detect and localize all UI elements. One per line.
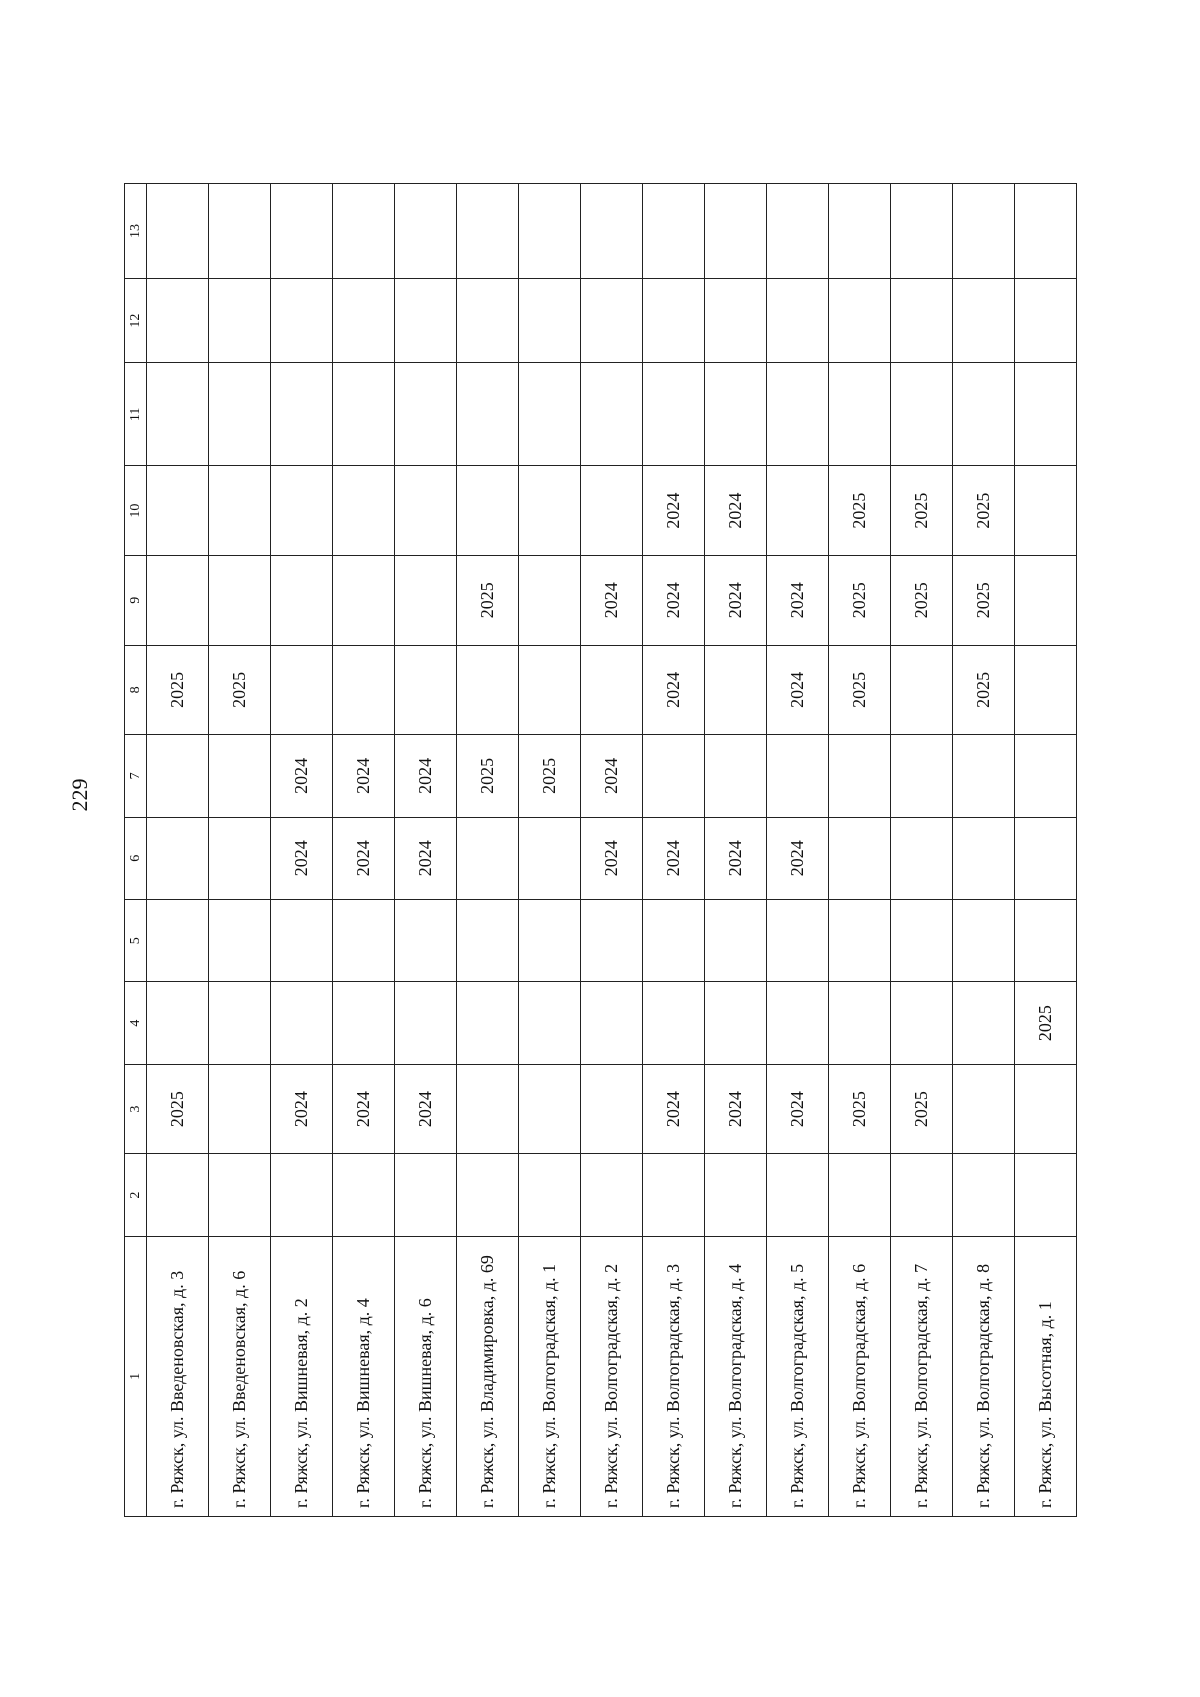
column-number-9: 9	[125, 555, 147, 645]
column-number-10: 10	[125, 466, 147, 556]
year-cell	[953, 278, 1015, 362]
year-cell	[457, 466, 519, 556]
year-cell	[705, 982, 767, 1064]
year-cell	[953, 735, 1015, 817]
year-cell	[519, 555, 581, 645]
year-cell: 2024	[581, 817, 643, 899]
year-cell	[271, 278, 333, 362]
year-cell: 2024	[581, 555, 643, 645]
year-cell	[643, 899, 705, 981]
year-cell	[1015, 466, 1077, 556]
year-cell	[519, 982, 581, 1064]
year-cell: 2024	[643, 817, 705, 899]
year-cell: 2024	[705, 466, 767, 556]
year-cell	[643, 735, 705, 817]
column-number-5: 5	[125, 899, 147, 981]
year-cell: 2024	[767, 645, 829, 735]
year-cell	[519, 899, 581, 981]
year-cell	[333, 278, 395, 362]
year-cell	[1015, 1154, 1077, 1236]
year-cell: 2024	[705, 817, 767, 899]
year-cell	[767, 735, 829, 817]
address-text: г. Ряжск, ул. Высотная, д. 1	[1035, 1301, 1055, 1508]
year-cell	[147, 735, 209, 817]
year-cell	[581, 645, 643, 735]
address-cell	[581, 1236, 643, 1516]
year-cell	[519, 363, 581, 466]
year-cell	[705, 1154, 767, 1236]
year-cell: 2025	[147, 1064, 209, 1154]
year-cell: 2024	[271, 735, 333, 817]
year-cell: 2024	[767, 1064, 829, 1154]
column-number-12: 12	[125, 278, 147, 362]
year-cell	[1015, 278, 1077, 362]
year-cell	[333, 555, 395, 645]
year-cell	[457, 645, 519, 735]
address-cell	[953, 1236, 1015, 1516]
year-cell	[1015, 555, 1077, 645]
address-text: г. Ряжск, ул. Волгоградская, д. 7	[911, 1263, 931, 1508]
column-number-11: 11	[125, 363, 147, 466]
address-text: г. Ряжск, ул. Волгоградская, д. 6	[849, 1263, 869, 1508]
page-number: 229	[67, 778, 92, 812]
year-cell	[271, 184, 333, 279]
year-cell	[395, 899, 457, 981]
year-cell	[519, 817, 581, 899]
year-cell: 2025	[457, 555, 519, 645]
year-cell	[209, 735, 271, 817]
year-cell	[209, 555, 271, 645]
year-cell	[271, 363, 333, 466]
year-cell	[333, 982, 395, 1064]
table-body	[125, 184, 1077, 1517]
year-cell: 2024	[705, 1064, 767, 1154]
address-cell	[271, 1236, 333, 1516]
year-cell	[829, 184, 891, 279]
year-cell	[209, 466, 271, 556]
year-cell	[333, 363, 395, 466]
year-cell	[209, 1154, 271, 1236]
address-cell	[643, 1236, 705, 1516]
year-cell	[891, 184, 953, 279]
table-row	[519, 184, 581, 1517]
year-cell	[333, 645, 395, 735]
year-cell	[209, 817, 271, 899]
year-cell: 2025	[829, 466, 891, 556]
year-cell	[519, 1154, 581, 1236]
year-cell: 2024	[271, 1064, 333, 1154]
table-row	[209, 184, 271, 1517]
year-cell	[891, 278, 953, 362]
column-number-1: 1	[125, 1236, 147, 1516]
year-cell	[147, 555, 209, 645]
address-text: г. Ряжск, ул. Волгоградская, д. 3	[663, 1263, 683, 1508]
year-cell	[643, 982, 705, 1064]
address-text: г. Ряжск, ул. Вишневая, д. 4	[353, 1298, 373, 1508]
table-row	[457, 184, 519, 1517]
column-number-3: 3	[125, 1064, 147, 1154]
year-cell	[767, 1154, 829, 1236]
table-row	[891, 184, 953, 1517]
year-cell	[767, 899, 829, 981]
year-cell	[147, 899, 209, 981]
year-cell	[705, 363, 767, 466]
year-cell	[457, 817, 519, 899]
year-cell	[519, 184, 581, 279]
year-cell	[457, 1154, 519, 1236]
year-cell	[209, 899, 271, 981]
year-cell: 2024	[333, 817, 395, 899]
year-cell	[643, 363, 705, 466]
address-text: г. Ряжск, ул. Волгоградская, д. 8	[973, 1263, 993, 1508]
table-row	[581, 184, 643, 1517]
year-cell	[457, 899, 519, 981]
table-row	[953, 184, 1015, 1517]
year-cell: 2024	[395, 1064, 457, 1154]
address-text: г. Ряжск, ул. Волгоградская, д. 2	[601, 1263, 621, 1508]
year-cell	[767, 982, 829, 1064]
year-cell	[395, 466, 457, 556]
year-cell	[891, 1154, 953, 1236]
address-cell	[705, 1236, 767, 1516]
year-cell	[147, 982, 209, 1064]
year-cell: 2025	[953, 555, 1015, 645]
year-cell	[643, 184, 705, 279]
year-cell	[271, 982, 333, 1064]
year-cell	[581, 1154, 643, 1236]
year-cell	[767, 363, 829, 466]
address-cell	[829, 1236, 891, 1516]
year-cell: 2024	[643, 1064, 705, 1154]
year-cell	[395, 278, 457, 362]
address-text: г. Ряжск, ул. Волгоградская, д. 5	[787, 1263, 807, 1508]
year-cell	[581, 184, 643, 279]
year-cell	[519, 466, 581, 556]
year-cell	[643, 278, 705, 362]
year-cell	[457, 184, 519, 279]
address-cell	[395, 1236, 457, 1516]
year-cell	[581, 466, 643, 556]
year-cell: 2024	[643, 466, 705, 556]
year-cell	[581, 982, 643, 1064]
address-text: г. Ряжск, ул. Владимировка, д. 69	[477, 1255, 497, 1508]
address-cell	[457, 1236, 519, 1516]
year-cell	[209, 982, 271, 1064]
column-number-13: 13	[125, 184, 147, 279]
year-cell	[271, 645, 333, 735]
year-cell	[829, 982, 891, 1064]
year-cell: 2025	[891, 466, 953, 556]
year-cell	[271, 555, 333, 645]
year-cell	[767, 184, 829, 279]
year-cell: 2025	[147, 645, 209, 735]
year-cell: 2024	[395, 735, 457, 817]
year-cell	[767, 466, 829, 556]
year-cell: 2025	[519, 735, 581, 817]
year-cell	[519, 1064, 581, 1154]
year-cell	[829, 735, 891, 817]
table-row	[1015, 184, 1077, 1517]
year-cell	[209, 184, 271, 279]
year-cell: 2024	[643, 645, 705, 735]
year-cell	[147, 1154, 209, 1236]
year-cell	[147, 184, 209, 279]
column-number-8: 8	[125, 645, 147, 735]
year-cell: 2025	[1015, 982, 1077, 1064]
year-cell	[891, 982, 953, 1064]
table-row	[147, 184, 209, 1517]
table-row	[333, 184, 395, 1517]
year-cell: 2024	[643, 555, 705, 645]
year-cell	[1015, 817, 1077, 899]
rotated-table-wrapper	[124, 183, 1062, 1517]
year-cell	[1015, 899, 1077, 981]
address-text: г. Ряжск, ул. Волгоградская, д. 4	[725, 1263, 745, 1508]
year-cell	[395, 1154, 457, 1236]
year-cell	[953, 184, 1015, 279]
year-cell	[953, 363, 1015, 466]
year-cell	[271, 1154, 333, 1236]
year-cell	[147, 363, 209, 466]
year-cell: 2024	[271, 817, 333, 899]
year-cell: 2025	[457, 735, 519, 817]
year-cell	[829, 899, 891, 981]
year-cell	[395, 645, 457, 735]
year-cell	[705, 278, 767, 362]
year-cell	[1015, 735, 1077, 817]
year-cell	[953, 982, 1015, 1064]
year-cell: 2024	[705, 555, 767, 645]
column-number-7: 7	[125, 735, 147, 817]
header-row	[125, 184, 147, 1517]
address-cell	[519, 1236, 581, 1516]
address-text: г. Ряжск, ул. Вишневая, д. 6	[415, 1298, 435, 1508]
year-cell	[953, 1064, 1015, 1154]
year-cell: 2024	[333, 1064, 395, 1154]
year-cell	[829, 817, 891, 899]
table-row	[767, 184, 829, 1517]
year-cell	[457, 982, 519, 1064]
column-number-2: 2	[125, 1154, 147, 1236]
year-cell	[395, 555, 457, 645]
year-cell	[1015, 363, 1077, 466]
year-cell	[891, 363, 953, 466]
column-number-4: 4	[125, 982, 147, 1064]
year-cell	[891, 899, 953, 981]
address-cell	[1015, 1236, 1077, 1516]
year-cell	[1015, 645, 1077, 735]
column-number-6: 6	[125, 817, 147, 899]
year-cell	[271, 899, 333, 981]
year-cell	[209, 363, 271, 466]
year-cell	[767, 278, 829, 362]
address-text: г. Ряжск, ул. Введеновская, д. 6	[229, 1270, 249, 1508]
year-cell	[581, 1064, 643, 1154]
table-row	[643, 184, 705, 1517]
year-cell	[333, 466, 395, 556]
year-cell: 2025	[891, 555, 953, 645]
address-text: г. Ряжск, ул. Вишневая, д. 2	[291, 1298, 311, 1508]
year-cell: 2024	[767, 817, 829, 899]
year-cell	[395, 184, 457, 279]
table-row	[705, 184, 767, 1517]
year-cell: 2025	[953, 466, 1015, 556]
year-cell: 2025	[829, 645, 891, 735]
year-cell	[271, 466, 333, 556]
table-row	[271, 184, 333, 1517]
year-cell	[581, 363, 643, 466]
year-cell	[333, 899, 395, 981]
address-text: г. Ряжск, ул. Введеновская, д. 3	[167, 1270, 187, 1508]
year-cell	[457, 363, 519, 466]
address-cell	[209, 1236, 271, 1516]
table-row	[395, 184, 457, 1517]
year-cell	[705, 184, 767, 279]
year-cell: 2025	[209, 645, 271, 735]
year-cell	[953, 1154, 1015, 1236]
year-cell	[1015, 184, 1077, 279]
year-cell: 2025	[829, 1064, 891, 1154]
year-cell: 2025	[953, 645, 1015, 735]
address-cell	[767, 1236, 829, 1516]
year-cell: 2025	[891, 1064, 953, 1154]
year-cell	[1015, 1064, 1077, 1154]
year-cell	[581, 278, 643, 362]
year-cell	[457, 1064, 519, 1154]
year-cell	[953, 899, 1015, 981]
address-text: г. Ряжск, ул. Волгоградская, д. 1	[539, 1263, 559, 1508]
year-cell	[333, 1154, 395, 1236]
year-cell	[209, 278, 271, 362]
year-cell	[519, 278, 581, 362]
year-cell	[395, 363, 457, 466]
year-cell	[953, 817, 1015, 899]
year-cell: 2024	[767, 555, 829, 645]
year-cell	[147, 278, 209, 362]
year-cell	[519, 645, 581, 735]
year-cell	[829, 1154, 891, 1236]
year-cell	[891, 645, 953, 735]
address-cell	[891, 1236, 953, 1516]
year-cell	[705, 899, 767, 981]
year-cell	[395, 982, 457, 1064]
year-cell	[457, 278, 519, 362]
year-cell: 2024	[333, 735, 395, 817]
year-cell: 2025	[829, 555, 891, 645]
year-cell	[209, 1064, 271, 1154]
address-cell	[333, 1236, 395, 1516]
year-cell	[829, 278, 891, 362]
year-cell	[705, 735, 767, 817]
year-cell	[147, 466, 209, 556]
table-row	[829, 184, 891, 1517]
year-cell	[643, 1154, 705, 1236]
year-cell: 2024	[581, 735, 643, 817]
year-cell	[581, 899, 643, 981]
year-cell	[705, 645, 767, 735]
year-cell	[147, 817, 209, 899]
address-cell	[147, 1236, 209, 1516]
year-cell	[891, 817, 953, 899]
data-table	[124, 183, 1077, 1517]
year-cell	[829, 363, 891, 466]
year-cell	[891, 735, 953, 817]
year-cell: 2024	[395, 817, 457, 899]
year-cell	[333, 184, 395, 279]
